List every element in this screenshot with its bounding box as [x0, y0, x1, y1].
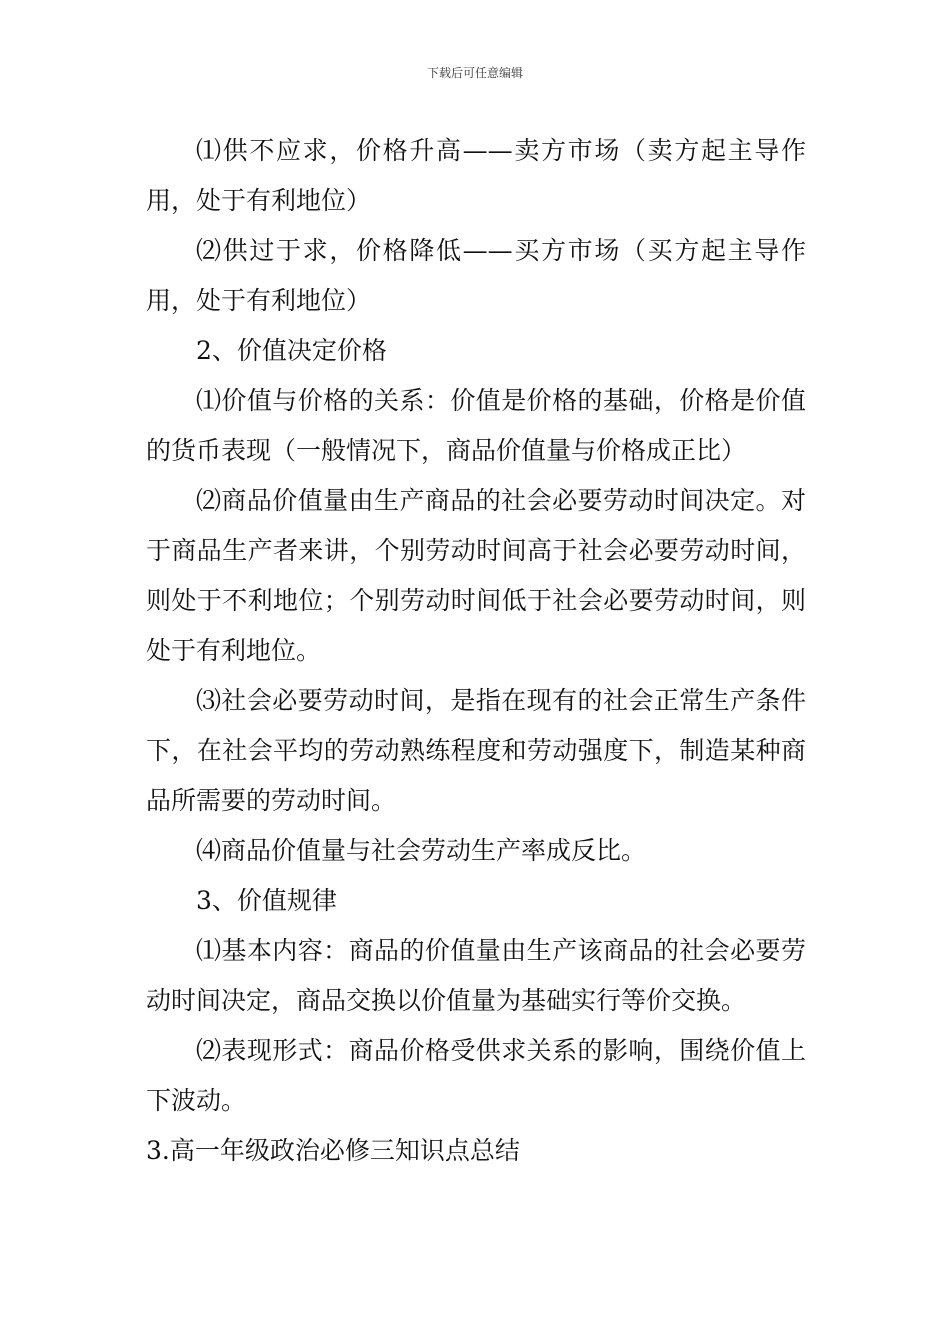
page-header: 下载后可任意编辑 [426, 66, 523, 80]
paragraph-socially-necessary-labor-time: ⑶社会必要劳动时间，是指在现有的社会正常生产条件下，在社会平均的劳动熟练程度和劳动强度下，制造某种商品所需要的劳动时间。 [146, 686, 806, 815]
section-title-summary: 3.高一年级政治必修三知识点总结 [146, 1136, 520, 1165]
document-body [146, 126, 806, 1176]
paragraph-supply-less-than-demand: ⑴供不应求，价格升高——卖方市场（卖方起主导作用，处于有利地位） [146, 136, 806, 215]
paragraph-value-price-relation: ⑴价值与价格的关系：价值是价格的基础，价格是价值的货币表现（一般情况下，商品价值量与价格成正比） [146, 386, 806, 465]
paragraph-manifestation: ⑵表现形式：商品价格受供求关系的影响，围绕价值上下波动。 [146, 1036, 806, 1115]
section-heading-law-of-value: 3、价值规律 [196, 886, 337, 915]
paragraph-basic-content: ⑴基本内容：商品的价值量由生产该商品的社会必要劳动时间决定，商品交换以价值量为基础实行等价交换。 [146, 936, 806, 1015]
paragraph-value-inverse-productivity: ⑷商品价值量与社会劳动生产率成反比。 [196, 836, 647, 865]
paragraph-value-quantity: ⑵商品价值量由生产商品的社会必要劳动时间决定。对于商品生产者来讲，个别劳动时间高于社会必要劳动时间，则处于不利地位；个别劳动时间低于社会必要劳动时间，则处于有利地位。 [146, 486, 806, 665]
paragraph-supply-exceeds-demand: ⑵供过于求，价格降低——买方市场（买方起主导作用，处于有利地位） [146, 236, 806, 315]
section-heading-value-determines-price: 2、价值决定价格 [196, 336, 387, 365]
